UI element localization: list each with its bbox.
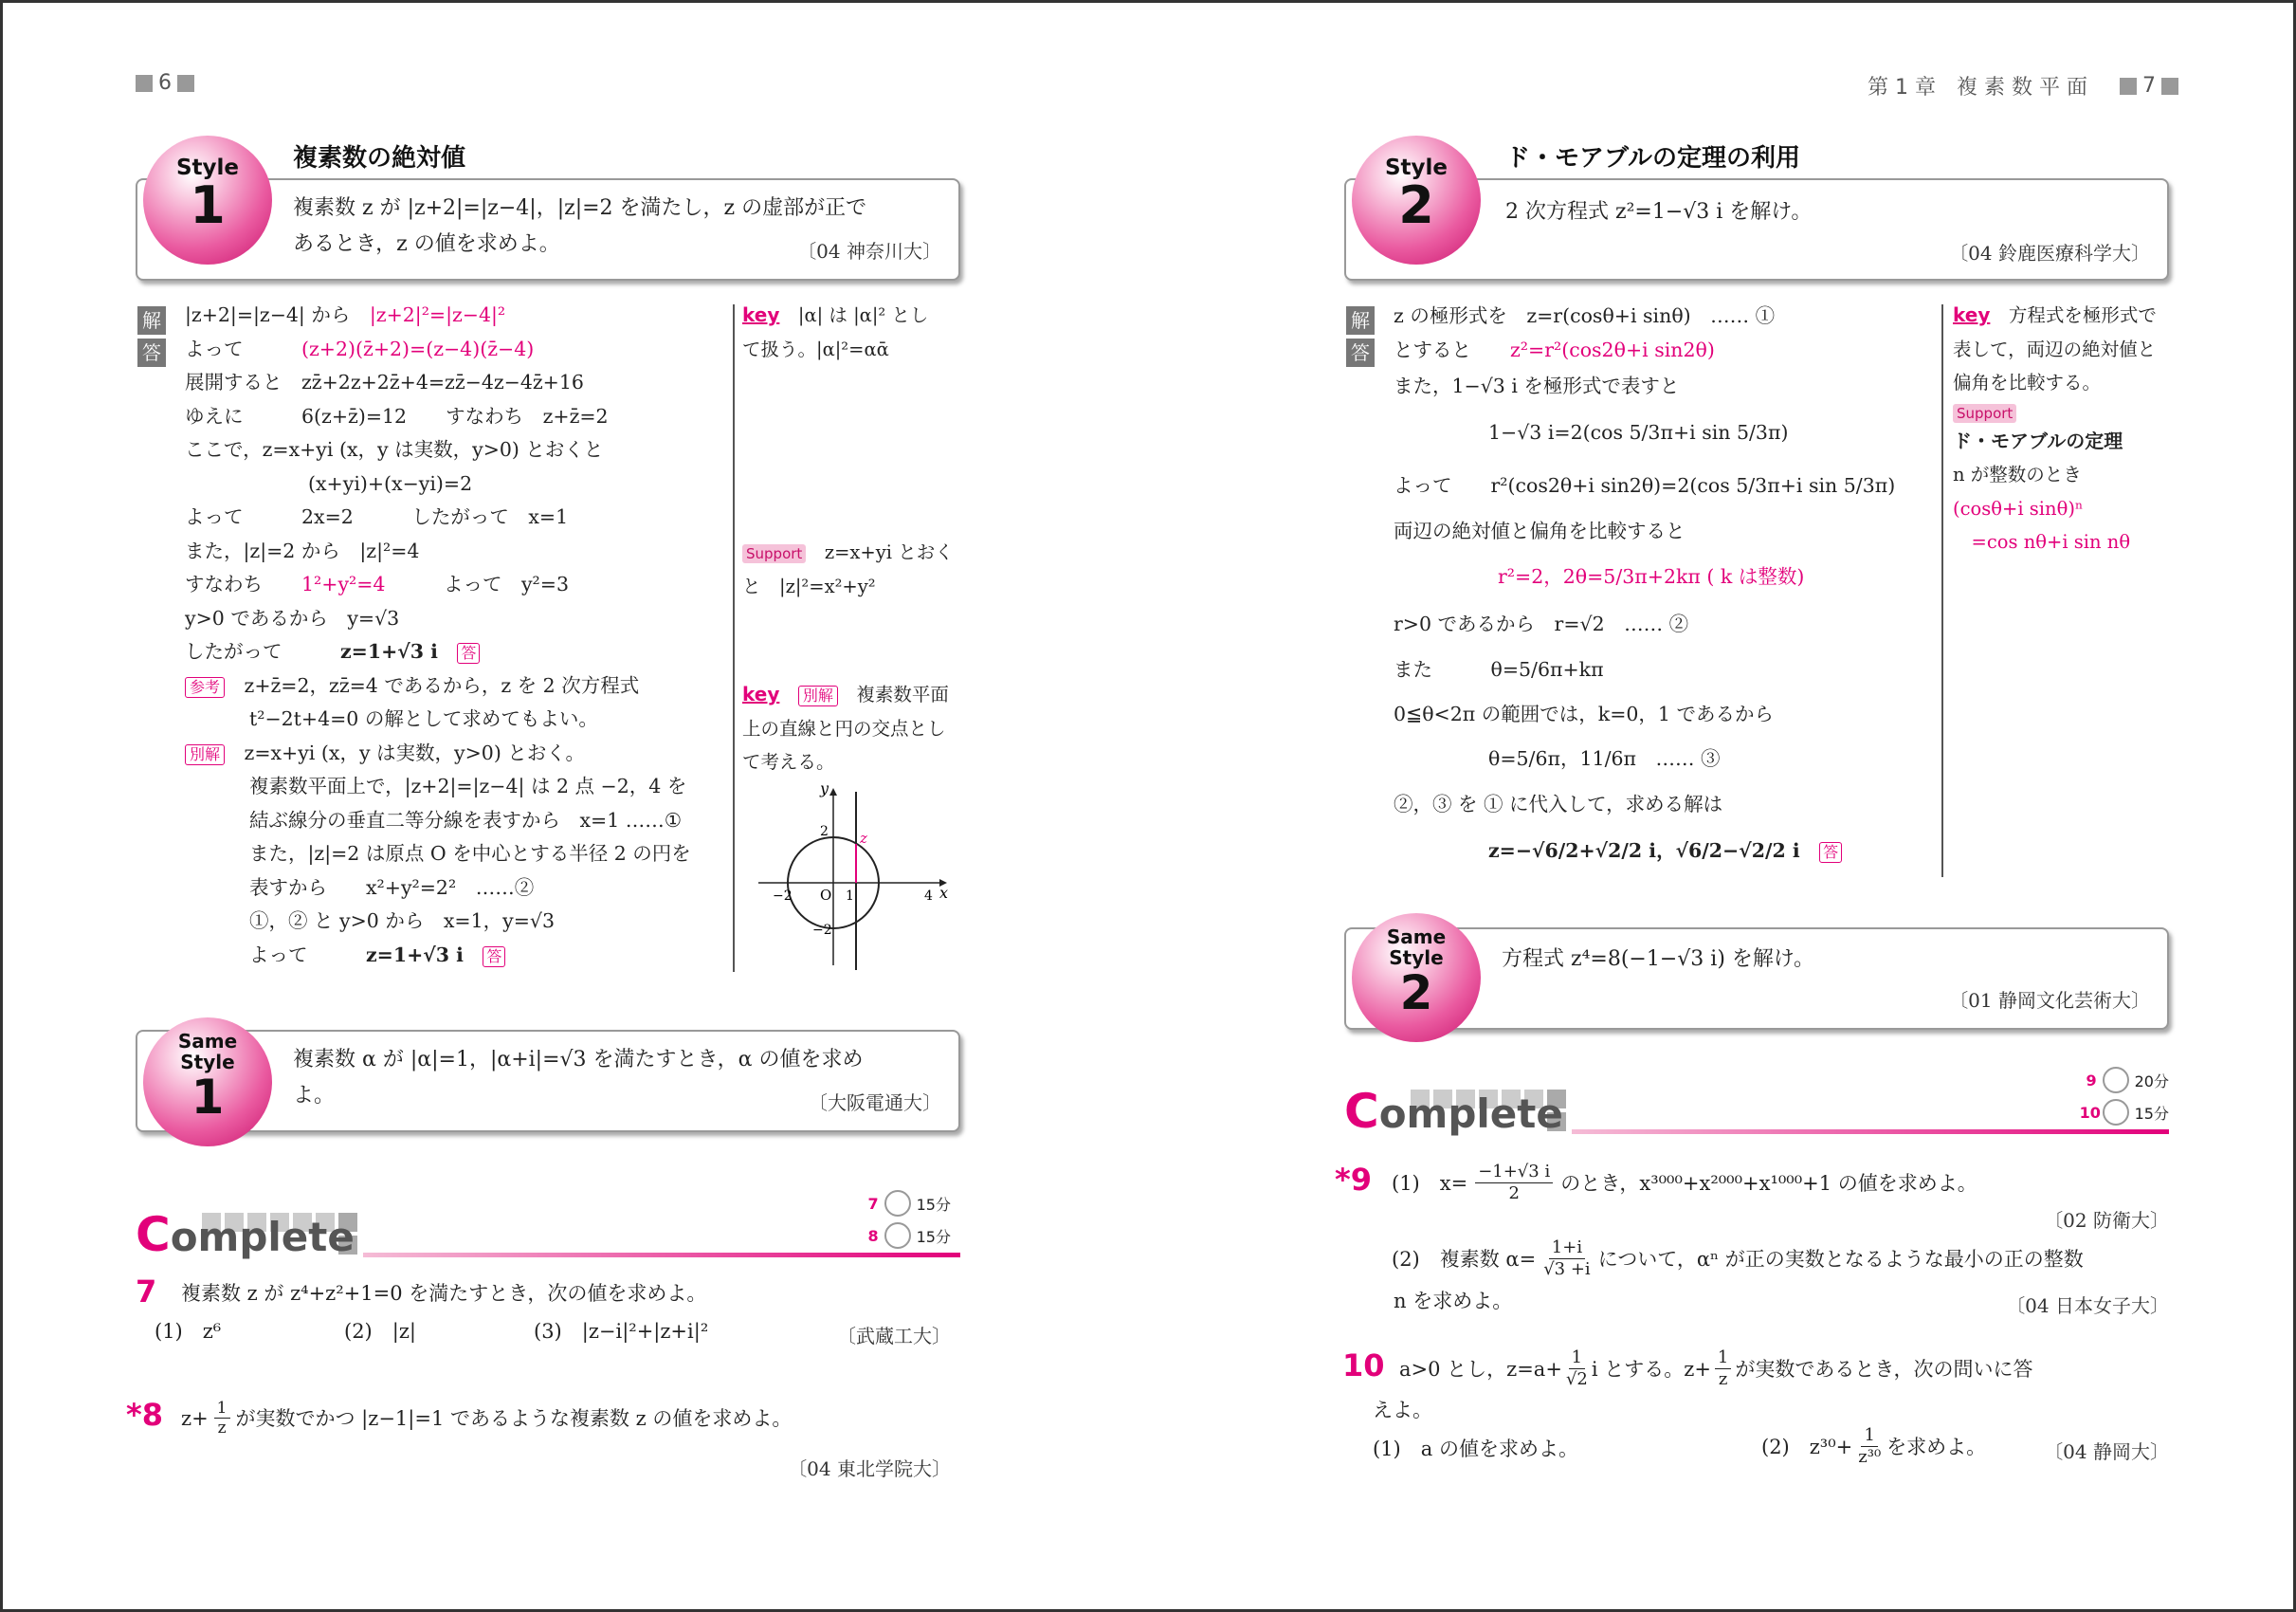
same-style1-source: 〔大阪電通大〕 <box>809 1091 941 1114</box>
timer-8: 8 15分 <box>862 1222 951 1249</box>
circle-line-graph <box>754 780 953 970</box>
tick-4: 4 <box>924 888 933 904</box>
tick-2: 2 <box>820 824 829 839</box>
style1-problem-line2: あるとき，z の値を求めよ。 <box>293 232 560 256</box>
sol-line: (x+yi)+(x−yi)=2 <box>308 471 473 495</box>
problem-9-source1: 〔02 防衛大〕 <box>2044 1209 2169 1232</box>
style1-problem-line1: 複素数 z が |z+2|=|z−4|，|z|=2 を満たし，z の虚部が正で <box>293 196 867 220</box>
sol-line: よって 2x=2 したがって x=1 <box>185 505 569 528</box>
tick-minus2: −2 <box>773 888 793 904</box>
problem-10-q2: (2) z³⁰+ $\frac{1}{\text{z³⁰}}$ を求めよ。 <box>1761 1425 1987 1467</box>
style1-title: 複素数の絶対値 <box>293 144 466 173</box>
problem-8-text: z+ $\frac{1}{z}$ が実数でかつ |z−1|=1 であるような複素数 z の値を求めよ。 <box>181 1399 793 1438</box>
solution-mark-1: 解 <box>1346 306 1375 335</box>
problem-9-number: *9 <box>1335 1162 1372 1198</box>
problem-9-q2-line2: n を求めよ。 <box>1394 1290 1513 1312</box>
problem-9-source2: 〔04 日本女子大〕 <box>2006 1294 2169 1317</box>
problem-7-source: 〔武蔵工大〕 <box>837 1325 951 1347</box>
page-number-right: 第 1 章 複 素 数 平 面 7 <box>1868 71 2178 101</box>
ref-tag: 参考 <box>185 677 225 698</box>
same-style1-ball: Same Style 1 <box>143 1017 272 1146</box>
problem-7-number: 7 <box>136 1273 157 1310</box>
origin-label: O <box>820 887 832 904</box>
x-label: x <box>939 884 949 902</box>
complete-title: Complete <box>136 1207 355 1262</box>
y-label: y <box>820 780 829 797</box>
same-style2-ball: Same Style 2 <box>1352 913 1481 1042</box>
ref-line: 参考 z+z̄=2，zz̄=4 であるから，z を 2 次方程式 <box>185 669 848 704</box>
sol-line: 展開すると zz̄+2z+2z̄+4=zz̄−4z−4z̄+16 <box>185 371 584 394</box>
answer-mark: 答 <box>1819 842 1842 863</box>
problem-7-text: 複素数 z が z⁴+z²+1=0 を満たすとき，次の値を求めよ。 <box>181 1282 707 1305</box>
same-style2-source: 〔01 静岡文化芸術大〕 <box>1949 989 2150 1012</box>
style2-problem: 2 次方程式 z²=1−√3 i を解け。 <box>1505 200 1813 224</box>
sol-line: すなわち 1²+y²=4 よって y²=3 <box>185 573 569 595</box>
sol-line: また，|z|=2 から |z|²=4 <box>185 539 420 562</box>
style2-ball: Style 2 <box>1352 136 1481 265</box>
same-style1-problem-line1: 複素数 α が |α|=1，|α+i|=√3 を満たすとき，α の値を求め <box>293 1048 864 1072</box>
right-side-notes: key 方程式を極形式で 表して，両辺の絶対値と 偏角を比較する。 Support ド・モアブルの定理 n が整数のとき (cosθ+i sinθ)ⁿ =cos nθ+i sin nθ <box>1953 303 2157 553</box>
left-side-notes: key |α| は |α|² とし て扱う。|α|²=αᾱ <box>742 303 929 360</box>
style2-solution: z の極形式を z=r(cosθ+i sinθ) …… ① とすると z²=r²(cos2θ+i sin2θ) また，1−√3 i を極形式で表すと 1−√3 i=2(cos 5/3π+i sin 5/3π) よって r²(cos2θ+i sin2θ)=2(cos 5/3π+i sin 5/3π) 両辺の絶対値と偏角を比較すると r²=2，2θ=5/3π+2kπ ( k は整数) r>0 であるから r=√2 …… ② また θ=5/6π+kπ 0≦θ<2π の範囲では，k=0，1 であるから θ=5/6π，11/6π …… ③ ②，③ を ① に代入して，求める解は z=−√6/2+√2/2 i，√6/2−√2/2 i 答 <box>1394 304 1896 862</box>
same-style2-problem: 方程式 z⁴=8(−1−√3 i) を解け。 <box>1502 947 1815 971</box>
complete-bar <box>1572 1129 2169 1134</box>
side-divider <box>733 304 735 972</box>
sol-line: y>0 であるから y=√3 <box>185 606 400 630</box>
solution-mark-2: 答 <box>1346 339 1375 367</box>
complete-header-left <box>136 1207 960 1264</box>
complete-title: Complete <box>1344 1084 1563 1139</box>
style2-title: ド・モアブルの定理の利用 <box>1505 144 1800 173</box>
same-style1-problem-line2: よ。 <box>293 1084 336 1108</box>
right-page <box>1335 3 2178 1612</box>
style2-source: 〔04 鈴鹿医療科学大〕 <box>1949 242 2150 265</box>
problem-7-sub3: (3) |z−i|²+|z+i|² <box>534 1320 709 1343</box>
alt-line: また，|z|=2 は原点 O を中心とする半径 2 の円を <box>249 842 691 865</box>
style1-ball: Style 1 <box>143 136 272 265</box>
tick-1: 1 <box>846 888 854 904</box>
problem-10-line2: えよ。 <box>1373 1399 1432 1421</box>
tick-minus2-y: −2 <box>812 923 832 938</box>
alt-tag: 別解 <box>185 744 225 765</box>
style1-source: 〔04 神奈川大〕 <box>797 240 941 263</box>
chapter-title: 第 1 章 複 素 数 平 面 <box>1868 76 2087 100</box>
page-number-left: 6 <box>136 71 194 95</box>
answer-mark: 答 <box>457 643 480 664</box>
timer-9: 9 20分 <box>2080 1067 2169 1093</box>
left-page <box>126 3 960 1612</box>
solution-mark-2: 答 <box>137 339 166 367</box>
problem-10-source: 〔04 静岡大〕 <box>2044 1440 2169 1463</box>
problem-8-number: *8 <box>126 1397 163 1433</box>
answer-mark: 答 <box>483 946 505 967</box>
left-side-key2: key 別解 複素数平面 上の直線と円の交点とし て考える。 <box>742 683 949 773</box>
clock-icon <box>884 1222 911 1249</box>
problem-7-sub1: (1) z⁶ <box>155 1320 222 1343</box>
problem-8-source: 〔04 東北学院大〕 <box>788 1457 951 1480</box>
alt-line: ①，② と y>0 から x=1，y=√3 <box>249 909 555 932</box>
alt-line: 別解 z=x+yi (x，y は実数，y>0) とおく。 <box>185 737 848 771</box>
alt-line: よって z=1+√3 i 答 <box>185 939 848 973</box>
timer-10: 10 15分 <box>2080 1099 2169 1126</box>
ref-line: t²−2t+4=0 の解として求めてもよい。 <box>249 707 598 730</box>
sol-line: ゆえに 6(z+z̄)=12 すなわち z+z̄=2 <box>185 404 609 428</box>
alt-line: 表すから x²+y²=2² ……② <box>249 875 535 899</box>
complete-header-right <box>1344 1084 2169 1141</box>
side-divider <box>1941 304 1943 877</box>
problem-7-sub2: (2) |z| <box>344 1320 416 1343</box>
solution-mark-1: 解 <box>137 306 166 335</box>
sol-line: よって (z+2)(z̄+2)=(z−4)(z̄−4) <box>185 337 535 360</box>
problem-9-q1: (1) x= $\frac{-1+√3 i}{2}$ のとき，x³⁰⁰⁰+x²⁰⁰⁰+x¹⁰⁰⁰+1 の値を求めよ。 <box>1392 1162 1977 1203</box>
sol-line: ここで，z=x+yi (x，y は実数，y>0) とおくと <box>185 438 604 461</box>
timer-7: 7 15分 <box>862 1190 951 1217</box>
alt-line: 複素数平面上で，|z+2|=|z−4| は 2 点 −2，4 を <box>249 775 687 797</box>
problem-10-q1: (1) a の値を求めよ。 <box>1373 1438 1578 1460</box>
problem-10-text: a>0 とし，z=a+ $\frac{1}{√2}$ i とする。z+ $\frac{1}{z}$ が実数であるとき，次の問いに答 <box>1399 1347 2033 1389</box>
z-label: z <box>860 830 867 847</box>
sol-line: |z+2|=|z−4| から |z+2|²=|z−4|² <box>185 303 506 326</box>
clock-icon <box>884 1190 911 1217</box>
style1-solution <box>185 299 848 972</box>
y-arrow <box>829 788 837 796</box>
complete-bar <box>363 1253 960 1257</box>
problem-10-number: 10 <box>1342 1347 1385 1383</box>
clock-icon <box>2103 1067 2129 1093</box>
sol-line: したがって z=1+√3 i 答 <box>185 635 848 669</box>
left-side-support: Support z=x+yi とおく と |z|²=x²+y² <box>742 541 954 597</box>
problem-9-q2: (2) 複素数 α= $\frac{1+i}{√3 +i}$ について，αⁿ が正の実数となるような最小の正の整数 <box>1392 1237 2084 1279</box>
alt-line: 結ぶ線分の垂直二等分線を表すから x=1 ……① <box>249 808 683 832</box>
clock-icon <box>2103 1099 2129 1126</box>
